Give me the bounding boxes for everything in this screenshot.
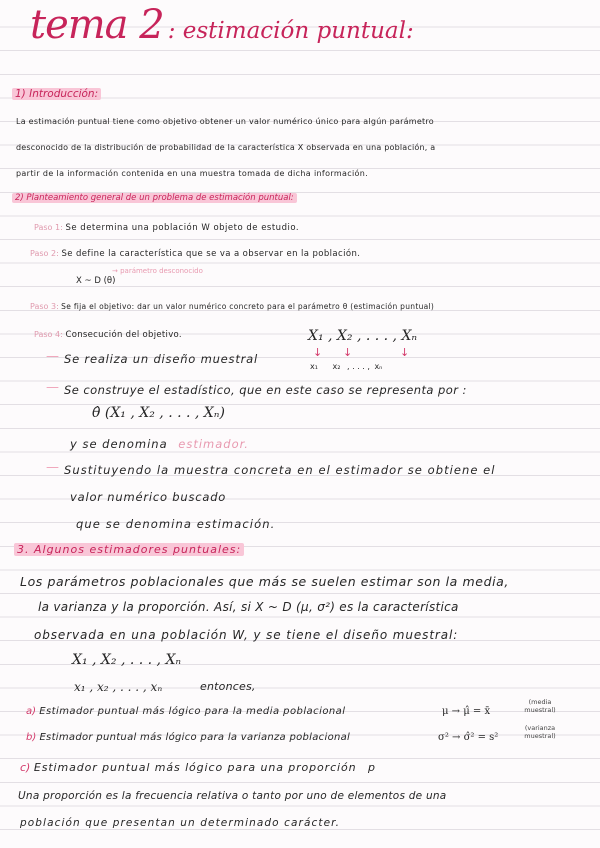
item-b-note: (varianza muestral) [524, 724, 556, 740]
distribution-note: → parámetro desconocido [112, 267, 203, 275]
bullet-dash: — [46, 349, 59, 364]
estimator-formula: θ̂ (X₁ , X₂ , . . . , Xₙ) [92, 405, 225, 421]
entonces: entonces, [200, 680, 256, 693]
distribution: X ~ D (θ) [76, 276, 116, 286]
bullet-dash: — [46, 380, 59, 395]
sample-arrow-1: ↓ [313, 346, 323, 359]
section-1-heading: 1) Introducción: [12, 88, 101, 100]
bullet-2: Se construye el estadístico, que en este caso se representa por : [64, 383, 467, 397]
section-3-line-3: observada en una población W, y se tiene el diseño muestral: [34, 628, 459, 642]
bullet-3-line-2: valor numérico buscado [70, 490, 227, 504]
intro-line-3: partir de la información contenida en una muestra tomada de dicha información. [16, 169, 369, 178]
paso-4: Paso 4: Consecución del objetivo. [34, 330, 182, 340]
section-3-heading: 3. Algunos estimadores puntuales: [14, 543, 244, 556]
item-a-formula: μ → μ̂ = x̄ [442, 706, 491, 717]
sample-values: x₁ x₂ , . . . , xₙ [310, 362, 383, 371]
proportion-line-1: Una proporción es la frecuencia relativa o tanto por uno de elementos de una [18, 790, 447, 802]
paso-3: Paso 3: Se fija el objetivo: dar un valor numérico concreto para el parámetro θ (estimación puntual) [30, 302, 435, 311]
item-a: a) Estimador puntual más lógico para la media poblacional [26, 706, 346, 717]
sample-arrow-2: ↓ [343, 346, 353, 359]
page-title [30, 2, 414, 48]
title-main: tema 2 [30, 2, 164, 48]
item-b: b) Estimador puntual más lógico para la varianza poblacional [26, 732, 351, 743]
bullet-dash: — [46, 460, 59, 475]
section-2-heading: 2) Planteamiento general de un problema de estimación puntual: [12, 193, 297, 203]
paso-2: Paso 2: Se define la característica que se va a observar en la población. [30, 249, 361, 259]
section-3-line-2: la varianza y la proporción. Así, si X ~ D (μ, σ²) es la característica [38, 600, 459, 614]
proportion-line-2: población que presentan un determinado carácter. [20, 817, 341, 829]
item-c: c) Estimador puntual más lógico para una proporción p [20, 761, 375, 774]
sample-variables: X₁ , X₂ , . . . , Xₙ [308, 328, 418, 344]
sample-variables-2: X₁ , X₂ , . . . , Xₙ [72, 652, 182, 668]
denomination: y se denomina estimador. [70, 437, 249, 451]
section-3-line-1: Los parámetros poblacionales que más se suelen estimar son la media, [20, 574, 510, 589]
bullet-3-line-3: que se denomina estimación. [76, 517, 276, 531]
bullet-1: Se realiza un diseño muestral [64, 352, 259, 366]
item-a-note: (media muestral) [524, 698, 556, 714]
bullet-3: Sustituyendo la muestra concreta en el estimador se obtiene el [64, 463, 496, 477]
intro-line-2: desconocido de la distribución de probabilidad de la característica X observada en una población, a [16, 143, 436, 152]
item-b-formula: σ² → σ̂² = s² [438, 732, 499, 743]
sample-values-2: x₁ , x₂ , . . . , xₙ [74, 680, 163, 694]
sample-arrow-3: ↓ [400, 346, 410, 359]
title-rest: : estimación puntual: [167, 18, 414, 44]
intro-line-1: La estimación puntual tiene como objetivo obtener un valor numérico único para algún parámetro [16, 117, 434, 126]
paso-1: Paso 1: Se determina una población W objeto de estudio. [34, 223, 300, 233]
